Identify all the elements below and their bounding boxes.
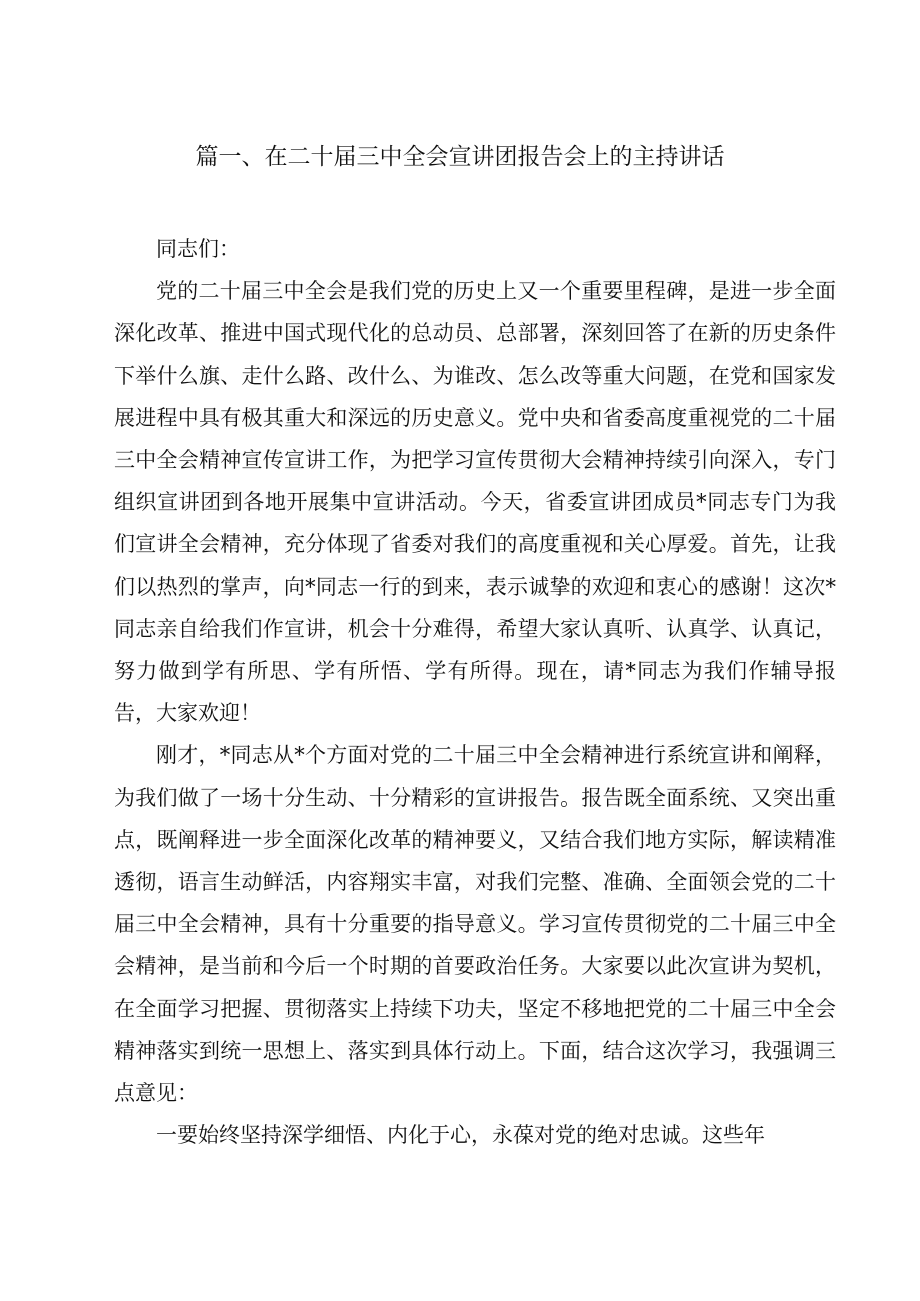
document-title: 篇一、在二十届三中全会宣讲团报告会上的主持讲话 [195,144,725,170]
salutation-paragraph: 同志们： [156,237,240,261]
body-paragraph: 一要始终坚持深学细悟、内化于心，永葆对党的绝对忠诚。这些年 [156,1123,765,1148]
body-paragraph: 党的二十届三中全会是我们党的历史上又一个重要里程碑，是进一步全面深化改革、推进中国式现代化的总动员、总部署，深刻回答了在新的历史条件下举什么旗、走什么路、改什么、为谁改、怎么改等重大问题，在党和国家发展进程中具有极其重大和深远的历史意义。党中央和省委高度重视党的二十届三中全会精神宣传宣讲工作，为把学习宣传贯彻大会精神持续引向深入，专门组织宣讲团到各地开展集中宣讲活动。今天，省委宣讲团成员*同志专门为我们宣讲全会精神，充分体现了省委对我们的高度重视和关心厚爱。首先，让我们以热烈的掌声，向*同志一行的到来，表示诚挚的欢迎和衷心的感谢！这次*同志亲自给我们作宣讲，机会十分难得，希望大家认真听、认真学、认真记，努力做到学有所思、学有所悟、学有所得。现在，请*同志为我们作辅导报告，大家欢迎！ [114,279,836,726]
document-body [114,228,836,1156]
body-paragraph: 刚才，*同志从*个方面对党的二十届三中全会精神进行系统宣讲和阐释，为我们做了一场十分生动、十分精彩的宣讲报告。报告既全面系统、又突出重点，既阐释进一步全面深化改革的精神要义，又结合我们地方实际，解读精准透彻，语言生动鲜活，内容翔实丰富，对我们完整、准确、全面领会党的二十届三中全会精神，具有十分重要的指导意义。学习宣传贯彻党的二十届三中全会精神，是当前和今后一个时期的首要政治任务。大家要以此次宣讲为契机，在全面学习把握、贯彻落实上持续下功夫，坚定不移地把党的二十届三中全会精神落实到统一思想上、落实到具体行动上。下面，结合这次学习，我强调三点意见： [114,743,836,1106]
